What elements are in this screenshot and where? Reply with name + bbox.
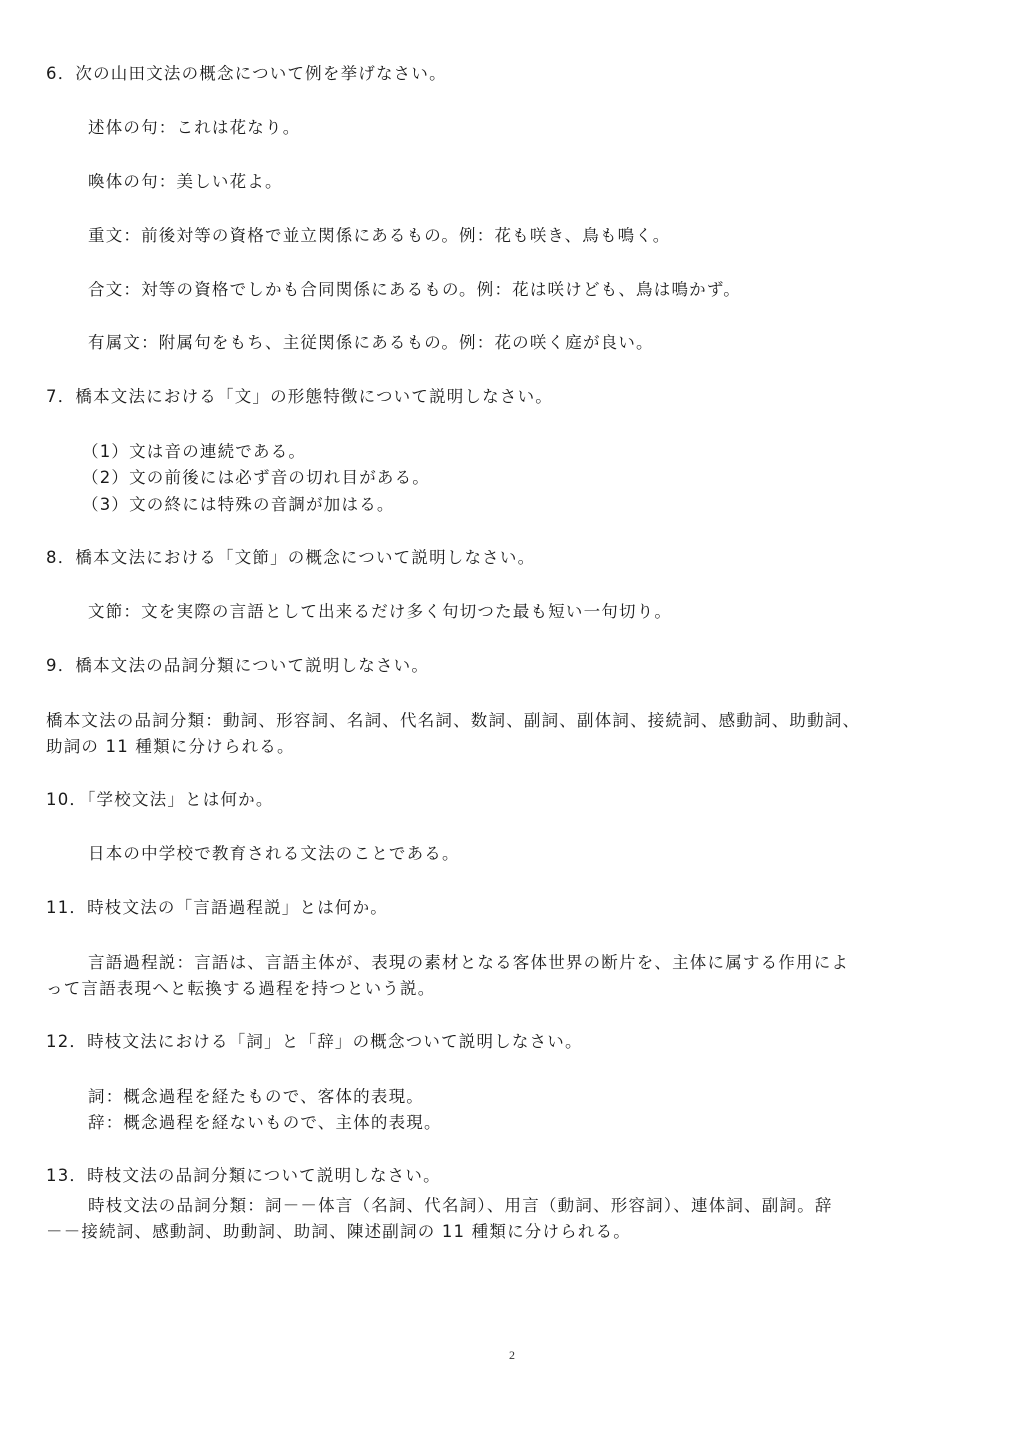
question-7-heading: 7．橋本文法における「文」の形態特徴について説明しなさい。: [46, 387, 553, 406]
question-9-heading: 9．橋本文法の品詞分類について説明しなさい。: [46, 656, 430, 675]
question-11-heading: 11．時枝文法の「言語過程説」とは何か。: [46, 898, 388, 917]
question-12-item-1: 詞：概念過程を経たもので、客体的表現。: [88, 1087, 424, 1106]
question-8-heading: 8．橋本文法における「文節」の概念について説明しなさい。: [46, 548, 536, 567]
question-7-item-2: （2）文の前後には必ず音の切れ目がある。: [82, 468, 430, 487]
question-10-heading: 10．「学校文法」とは何か。: [46, 790, 274, 809]
question-6-item-5: 有属文：附属句をもち、主従関係にあるもの。例：花の咲く庭が良い。: [88, 333, 654, 352]
question-6-item-1: 述体の句：これは花なり。: [88, 118, 301, 137]
question-13-heading: 13．時枝文法の品詞分類について説明しなさい。: [46, 1166, 441, 1185]
question-11-answer-line-1: 言語過程説：言語は、言語主体が、表現の素材となる客体世界の断片を、主体に属する作用によ: [88, 953, 850, 972]
question-6-heading: 6．次の山田文法の概念について例を挙げなさい。: [46, 64, 447, 83]
question-6-item-4: 合文：対等の資格でしかも合同関係にあるもの。例：花は咲けども、鳥は鳴かず。: [88, 280, 741, 299]
question-7-item-1: （1）文は音の連続である。: [82, 442, 307, 461]
question-12-heading: 12．時枝文法における「詞」と「辞」の概念ついて説明しなさい。: [46, 1032, 583, 1051]
question-13-answer-line-1: 時枝文法の品詞分類：詞－－体言（名詞、代名詞）、用言（動詞、形容詞）、連体詞、副詞。辞: [88, 1196, 833, 1215]
question-13-answer-line-2: －－接続詞、感動詞、助動詞、助詞、陳述副詞の 11 種類に分けられる。: [46, 1222, 631, 1241]
question-6-item-3: 重文：前後対等の資格で並立関係にあるもの。例：花も咲き、鳥も鳴く。: [88, 226, 671, 245]
question-9-answer-line-2: 助詞の 11 種類に分けられる。: [46, 737, 295, 756]
question-6-item-2: 喚体の句：美しい花よ。: [88, 172, 283, 191]
question-7-item-3: （3）文の終には特殊の音調が加はる。: [82, 495, 395, 514]
page-number: 2: [509, 1348, 515, 1362]
question-9-answer-line-1: 橋本文法の品詞分類：動詞、形容詞、名詞、代名詞、数詞、副詞、副体詞、接続詞、感動詞、助動詞、: [46, 711, 861, 730]
question-11-answer-line-2: って言語表現へと転換する過程を持つという説。: [46, 979, 436, 998]
question-12-item-2: 辞：概念過程を経ないもので、主体的表現。: [88, 1113, 442, 1132]
question-10-answer: 日本の中学校で教育される文法のことである。: [88, 844, 460, 863]
question-8-answer: 文節：文を実際の言語として出来るだけ多く句切つた最も短い一句切り。: [88, 602, 673, 621]
